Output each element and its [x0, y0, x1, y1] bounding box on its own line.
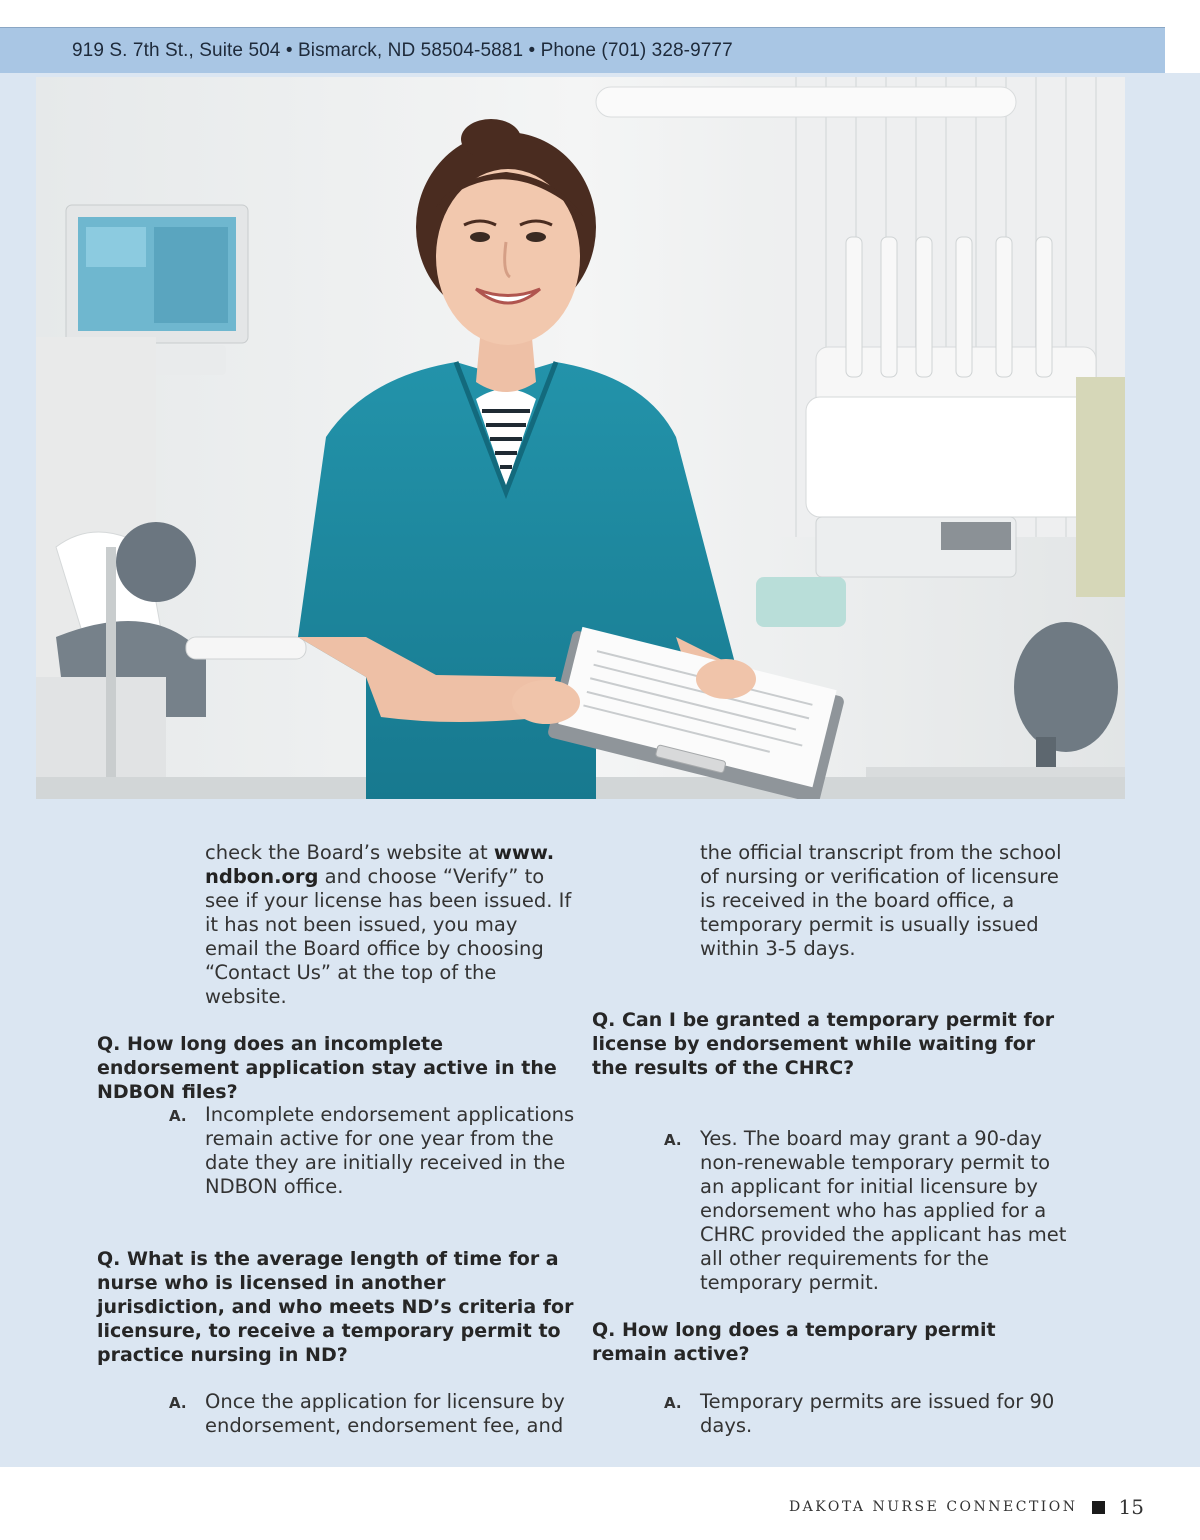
header-address: 919 S. 7th St., Suite 504 • Bismarck, ND 58504-5881 • Phone (701) 328-9777 — [72, 40, 733, 61]
question-incomplete-endorsement: Q. How long does an incomplete endorsement application stay active in the NDBON files? — [97, 1033, 557, 1103]
answer-label: A. — [169, 1394, 187, 1412]
header-bar — [0, 27, 1165, 74]
nurse-photo-illustration — [36, 77, 1125, 799]
question-permit-duration: Q. How long does a temporary permit remain active? — [592, 1319, 996, 1365]
answer-permit-duration — [664, 1390, 1074, 1440]
answer-text: Once the application for licensure by endorsement, endorsement fee, and — [205, 1390, 565, 1437]
page-footer — [789, 1495, 1144, 1519]
ndbon-website-link[interactable]: www. ndbon.org — [205, 841, 555, 888]
answer-label: A. — [169, 1107, 187, 1125]
right-intro: the official transcript from the school of nursing or verification of licensure is received in the board office, a temporary permit is usually issued within 3-5 days. — [700, 841, 1062, 960]
answer-text: Temporary permits are issued for 90 days. — [700, 1390, 1055, 1437]
left-intro-prefix: check the Board’s website at — [205, 841, 494, 864]
answer-incomplete-endorsement — [169, 1103, 579, 1203]
left-intro — [205, 841, 575, 1009]
answer-text: Incomplete endorsement applications remain active for one year from the date they are initially received in the NDBON office. — [205, 1103, 575, 1198]
nurse-photo — [36, 77, 1125, 799]
question-average-length: Q. What is the average length of time for a nurse who is licensed in another jurisdiction, and who meets ND’s criteria for licensure, to receive a temporary permit to practice nursing in ND? — [97, 1248, 574, 1366]
page-number: 15 — [1118, 1495, 1144, 1519]
left-intro-suffix: and choose “Verify” to see if your license has been issued. If it has not been issued, you may email the Board office by choosing “Contact Us” at the top of the website. — [205, 865, 572, 1008]
answer-label: A. — [664, 1131, 682, 1149]
answer-text: Yes. The board may grant a 90-day non-renewable temporary permit to an applicant for initial licensure by endorsement who has applied for a CHRC provided the applicant has met all other requirements for the temporary permit. — [700, 1127, 1067, 1294]
question-temporary-permit-chrc: Q. Can I be granted a temporary permit for license by endorsement while waiting for the results of the CHRC? — [592, 1009, 1055, 1079]
answer-average-length — [169, 1390, 579, 1440]
answer-label: A. — [664, 1394, 682, 1412]
publication-name: DAKOTA NURSE CONNECTION — [788, 1499, 1078, 1515]
square-bullet-icon — [1092, 1501, 1105, 1514]
answer-temporary-permit-chrc — [664, 1127, 1074, 1297]
